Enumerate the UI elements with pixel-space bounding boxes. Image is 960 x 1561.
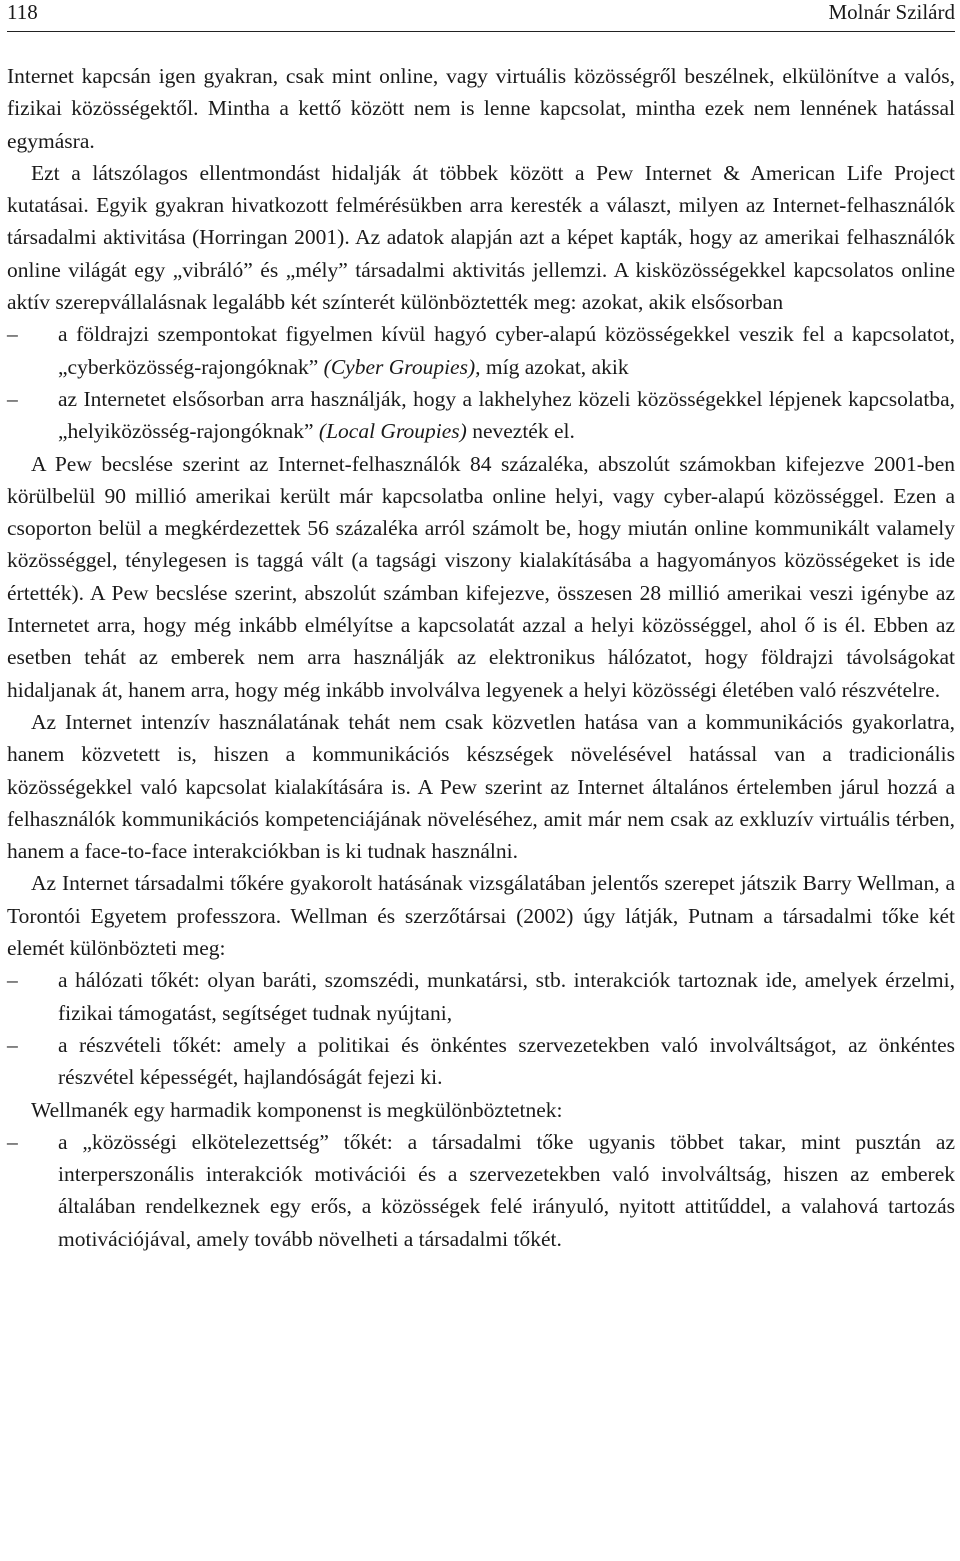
list-item [7, 383, 955, 448]
dash-bullet: – [7, 968, 18, 993]
list-item-text-end: nevezték el. [466, 419, 575, 444]
paragraph-2: Ezt a látszólagos ellentmondást hidalják át többek között a Pew Internet & American Life Project kutatásai. Egyik gyakran hivatkozott felmérésükben arra keresték a választ, milyen az Internet-felhasználók társadalmi aktivitása (Horringan 2001). Az adatok alapján azt a képet kapták, hogy az amerikai felhasználók online világát egy „vibráló” és „mély” társadalmi aktivitás jellemzi. A kisközösségekkel kapcsolatos online aktív szerepvállalásnak legalább két színterét különböztették meg: azokat, akik elsősorban [7, 160, 955, 315]
list-item-italic: (Local Groupies) [318, 419, 467, 444]
paragraph-6: Wellmanék egy harmadik komponenst is megkülönböztetnek: [31, 1097, 563, 1122]
paragraph-3: A Pew becslése szerint az Internet-felhasználók 84 százaléka, abszolút számokban kifejezve 2001-ben körülbelül 90 millió amerikai került már kapcsolatba online helyi, vagy cyber-alapú közösséggel. Ezen a csoporton belül a megkérdezettek 56 százaléka arról számolt be, hogy miután online kommunikált valamely közösséggel, ténylegesen is taggá vált (a tagsági viszony kialakításába a hagyományos közösségeket is ide értették). A Pew becslése szerint, abszolút számban kifejezve, összesen 28 millió amerikai veszi igénybe az Internetet arra, hogy még inkább elmélyítse a kapcsolatát azzal a helyi közösséggel, ahol ő is él. Ebben az esetben tehát az emberek nem arra használják az elektronikus hálózatot, hogy földrajzi távolságokat hidaljanak át, hanem arra, hogy még inkább involválva legyenek a helyi közösségi életében való részvételre. [7, 451, 955, 702]
list-item-text: a „közösségi elkötelezettség” tőkét: a társadalmi tőke ugyanis többet takar, mint pusztán az interperszonális interakciók motivációi és a szervezetekben való involváltság, hiszen az emberek általában rendelkeznek egy erős, a közösségek felé irányuló, nyitott attitűddel, a valahová tartozás motivációjával, amely tovább növelheti a társadalmi tőkét. [58, 1129, 955, 1251]
list-item-text-end: míg azokat, akik [480, 354, 629, 379]
dash-bullet: – [7, 322, 18, 347]
list-item-text: az Internetet elsősorban arra használják, hogy a lakhelyhez közeli közösségekkel lépjenek kapcsolatba, „helyiközösség-rajongóknak” [58, 386, 955, 444]
list-item [7, 1029, 955, 1094]
page-body [7, 60, 955, 1255]
list-item-text: a hálózati tőkét: olyan baráti, szomszédi, munkatársi, stb. interakciók tartoznak ide, amelyek érzelmi, fizikai támogatást, segítséget tudnak nyújtani, [58, 968, 955, 1025]
list-item [7, 1126, 955, 1255]
list-item-italic: (Cyber Groupies), [323, 354, 481, 379]
paragraph-5: Az Internet társadalmi tőkére gyakorolt hatásának vizsgálatában jelentős szerepet játszik Barry Wellman, a Torontói Egyetem professzora. Wellman és szerzőtársai (2002) úgy látják, Putnam a társadalmi tőke két elemét különbözteti meg: [7, 871, 955, 961]
list-item-text: a részvételi tőkét: amely a politikai és önkéntes szervezetekben való involváltságot, az önkéntes részvétel képességét, hajlandóságát fejezi ki. [58, 1032, 955, 1090]
list-item [7, 964, 955, 1029]
list-item [7, 318, 955, 383]
dash-bullet: – [7, 1032, 18, 1057]
paragraph-1: Internet kapcsán igen gyakran, csak mint online, vagy virtuális közösségről beszélnek, elkülönítve a valós, fizikai közösségektől. Mintha a kettő között nem is lenne kapcsolat, mintha ezek nem lennének hatással egymásra. [7, 64, 955, 153]
dash-bullet: – [7, 1129, 18, 1154]
page-number: 118 [7, 0, 38, 24]
list-item-text: a földrajzi szempontokat figyelmen kívül hagyó cyber-alapú közösségekkel veszik fel a kapcsolatot, „cyberközösség-rajongóknak” [58, 322, 955, 379]
dash-bullet: – [7, 386, 18, 411]
running-header [7, 0, 955, 32]
running-head-author: Molnár Szilárd [828, 0, 955, 24]
paragraph-4: Az Internet intenzív használatának tehát nem csak közvetlen hatása van a kommunikációs gyakorlatra, hanem közvetett is, hiszen a kommunikációs készségek növelésével hatással van a tradicionális közösségekkel való kapcsolat kialakítására is. A Pew szerint az Internet általános értelemben járul hozzá a felhasználók kommunikációs kompetenciájának növeléséhez, amit már nem csak az exkluzív virtuális térben, hanem a face-to-face interakciókban is ki tudnak használni. [7, 709, 955, 864]
